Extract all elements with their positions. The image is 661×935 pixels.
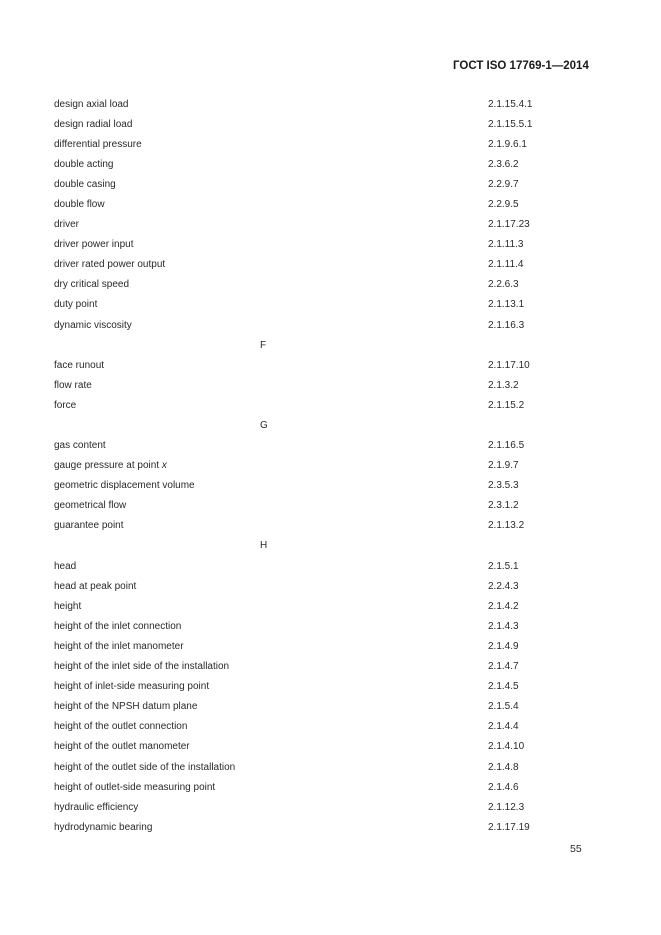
index-entry [0, 557, 661, 577]
ref: 2.1.16.3 [488, 319, 525, 331]
ref: 2.1.4.6 [488, 781, 519, 793]
index-entry [0, 697, 661, 717]
ref: 2.1.5.4 [488, 701, 519, 713]
ref: 2.1.9.7 [488, 459, 519, 471]
term: height of outlet-side measuring point [54, 781, 216, 793]
term: flow rate [54, 379, 92, 391]
term: double casing [54, 179, 116, 191]
ref: 2.1.4.7 [488, 661, 519, 673]
term [54, 456, 167, 476]
section-letter-row [0, 416, 661, 436]
section-letter: H [260, 540, 268, 552]
ref: 2.3.1.2 [488, 499, 519, 511]
index-entry [0, 235, 661, 255]
index-entry [0, 115, 661, 135]
index-entry [0, 255, 661, 275]
document-header: ГОСТ ISO 17769-1—2014 [453, 60, 589, 72]
term: duty point [54, 299, 98, 311]
ref: 2.1.9.6.1 [488, 139, 527, 151]
term: driver power input [54, 239, 134, 251]
index-entry [0, 737, 661, 757]
term: double acting [54, 159, 114, 171]
term: head at peak point [54, 581, 137, 593]
index-section-f [0, 336, 661, 416]
index-entry [0, 778, 661, 798]
ref: 2.1.11.3 [488, 239, 524, 251]
ref: 2.1.13.1 [488, 299, 525, 311]
section-letter: G [260, 419, 268, 431]
ref: 2.1.4.3 [488, 621, 519, 633]
term: face runout [54, 359, 105, 371]
index-entry [0, 818, 661, 838]
ref: 2.1.17.23 [488, 219, 530, 231]
term: geometrical flow [54, 499, 127, 511]
index-entry [0, 677, 661, 697]
index-section-d [0, 95, 661, 336]
ref: 2.1.13.2 [488, 519, 525, 531]
ref: 2.2.4.3 [488, 581, 519, 593]
ref: 2.1.5.1 [488, 561, 519, 573]
ref: 2.1.15.5.1 [488, 119, 533, 131]
index-entry [0, 316, 661, 336]
ref: 2.1.4.9 [488, 641, 519, 653]
term: height of the outlet side of the installation [54, 761, 236, 773]
index-entry [0, 516, 661, 536]
index-entry [0, 155, 661, 175]
term: differential pressure [54, 139, 142, 151]
term: height of the outlet connection [54, 721, 188, 733]
term: driver [54, 219, 80, 231]
index-entry [0, 175, 661, 195]
index-entry [0, 717, 661, 737]
ref: 2.3.6.2 [488, 159, 519, 171]
term: gas content [54, 439, 106, 451]
ref: 2.1.15.4.1 [488, 99, 533, 110]
ref: 2.1.17.10 [488, 359, 530, 371]
term: design radial load [54, 119, 133, 131]
ref: 2.1.4.8 [488, 761, 519, 773]
term: double flow [54, 199, 105, 211]
ref: 2.1.4.2 [488, 601, 519, 613]
section-letter-row [0, 336, 661, 356]
index-entry [0, 617, 661, 637]
section-letter: F [260, 339, 267, 351]
index-entry [0, 195, 661, 215]
section-letter-row [0, 536, 661, 557]
term: height of the inlet side of the installation [54, 661, 230, 673]
index-entry [0, 436, 661, 456]
index-entry [0, 135, 661, 155]
index-entry [0, 798, 661, 818]
index-entry [0, 396, 661, 416]
term: hydrodynamic bearing [54, 821, 153, 833]
index-entry [0, 657, 661, 677]
ref: 2.1.16.5 [488, 439, 525, 451]
index-entry [0, 95, 661, 115]
index-entry [0, 476, 661, 496]
index-entry [0, 275, 661, 295]
index-section-g [0, 416, 661, 536]
term: head [54, 561, 77, 573]
ref: 2.3.5.3 [488, 479, 519, 491]
term: design axial load [54, 99, 129, 110]
term-text: gauge pressure at point [54, 459, 162, 471]
index-entry [0, 215, 661, 235]
term-italic-variable: x [161, 459, 167, 471]
ref: 2.1.4.10 [488, 741, 525, 753]
index-entry [0, 295, 661, 315]
ref: 2.1.15.2 [488, 399, 525, 411]
index-entry [0, 496, 661, 516]
term: height of the outlet manometer [54, 741, 190, 753]
term: dry critical speed [54, 279, 130, 291]
ref: 2.1.11.4 [488, 259, 524, 271]
index-entry [0, 356, 661, 376]
ref: 2.2.6.3 [488, 279, 519, 291]
index-entry [0, 758, 661, 778]
ref: 2.2.9.7 [488, 179, 519, 191]
ref: 2.1.4.4 [488, 721, 519, 733]
term: height of the inlet manometer [54, 641, 184, 653]
page-number: 55 [570, 843, 582, 855]
term-index [0, 95, 661, 838]
term: guarantee point [54, 519, 124, 531]
term: hydraulic efficiency [54, 801, 139, 813]
ref: 2.1.12.3 [488, 801, 525, 813]
ref: 2.1.17.19 [488, 821, 530, 833]
ref: 2.1.4.5 [488, 681, 519, 693]
ref: 2.2.9.5 [488, 199, 519, 211]
term: height [54, 601, 82, 613]
index-entry [0, 637, 661, 657]
index-entry [0, 376, 661, 396]
term: height of inlet-side measuring point [54, 681, 210, 693]
term: geometric displacement volume [54, 479, 195, 491]
term: height of the NPSH datum plane [54, 701, 198, 713]
index-entry [0, 456, 661, 476]
term: dynamic viscosity [54, 319, 132, 331]
term: force [54, 399, 77, 411]
index-entry [0, 577, 661, 597]
term: driver rated power output [54, 259, 166, 271]
ref: 2.1.3.2 [488, 379, 519, 391]
index-section-h [0, 536, 661, 838]
term: height of the inlet connection [54, 621, 182, 633]
index-entry [0, 597, 661, 617]
